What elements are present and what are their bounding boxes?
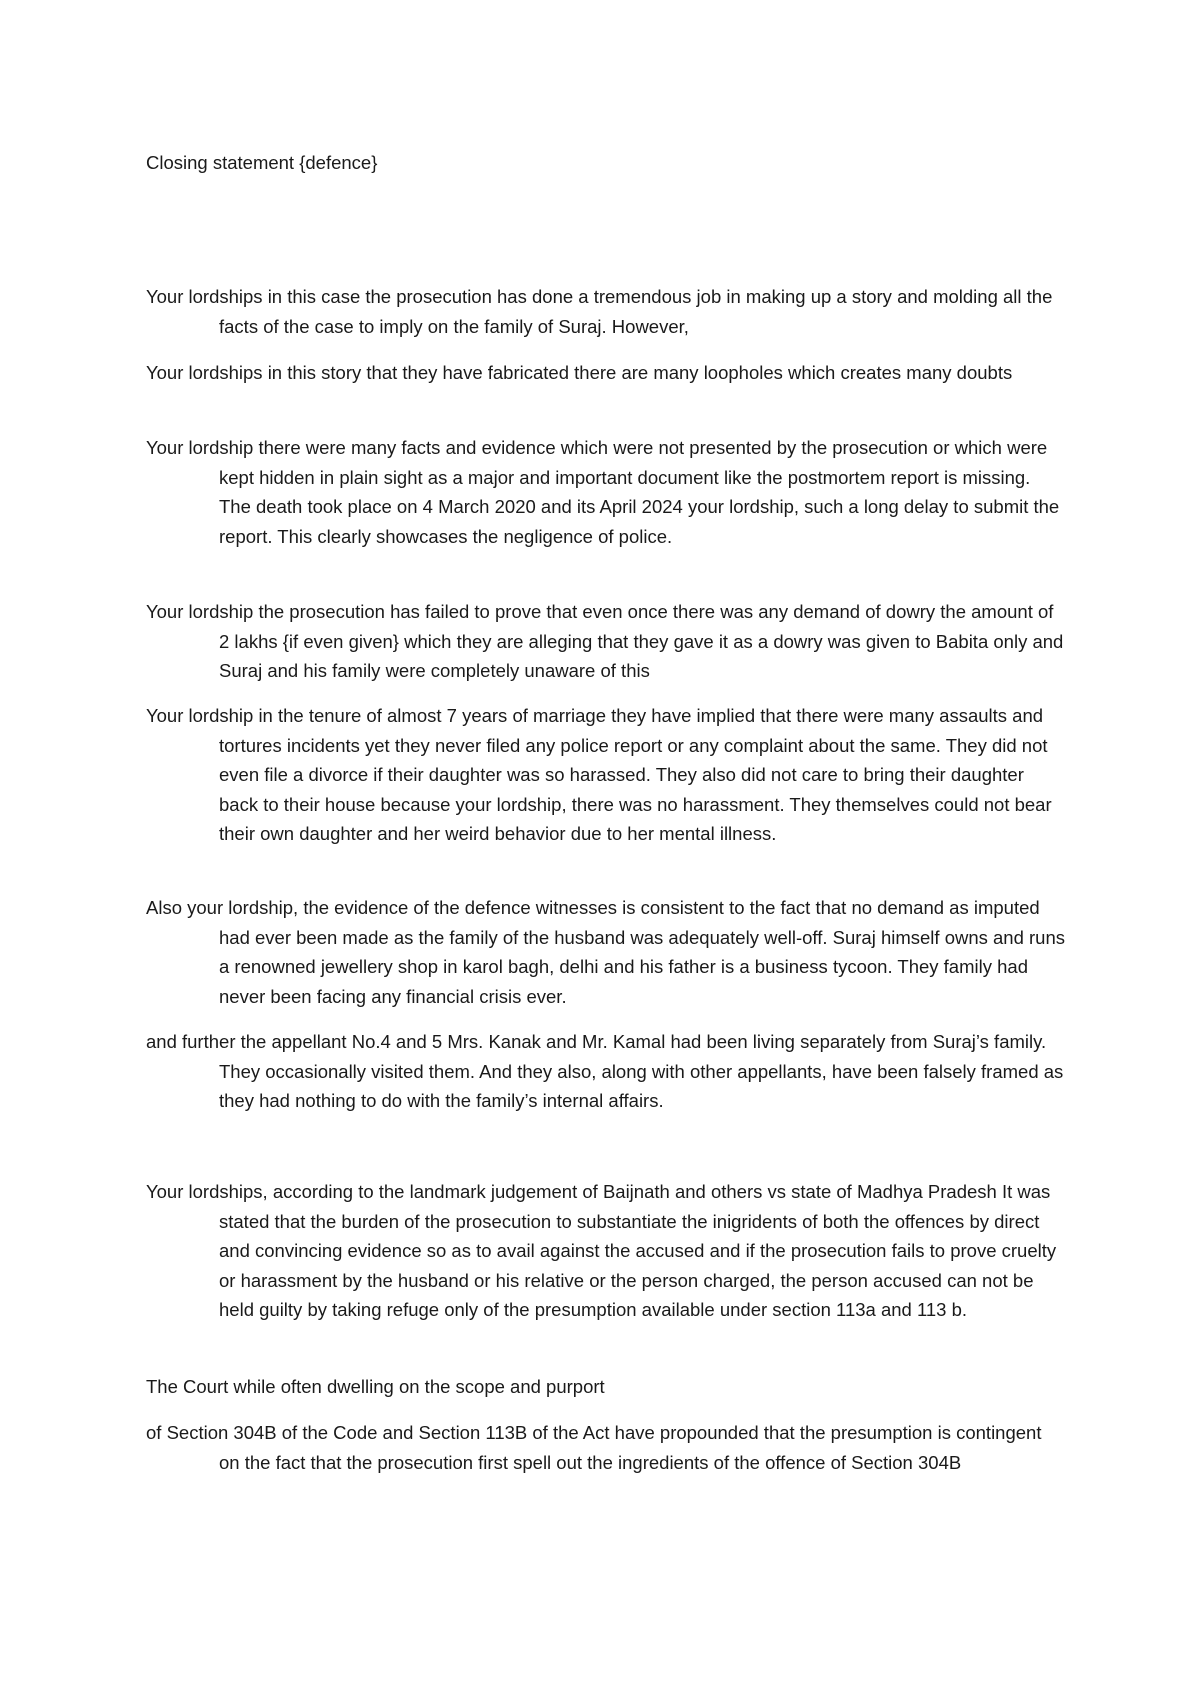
- paragraph: The Court while often dwelling on the scope and purport: [146, 1376, 605, 1397]
- paragraph: Your lordships, according to the landmark judgement of Baijnath and others vs state of Madhya Pradesh It was stated that the burden of the prosecution to substantiate the inigridents of both the offences by direct and convincing evidence so as to avail against the accused and if the prosecution fails to prove cruelty or harassment by the husband or his relative or the person charged, the person accused can not be held guilty by taking refuge only of the presumption available under section 113a and 113 b.: [146, 1181, 1057, 1320]
- paragraph: of Section 304B of the Code and Section 113B of the Act have propounded that the presumption is contingent on the fact that the prosecution first spell out the ingredients of the offence of Section 304B: [146, 1422, 1042, 1473]
- paragraph: Your lordship in the tenure of almost 7 years of marriage they have implied that there were many assaults and tortures incidents yet they never filed any police report or any complaint about the same. They did not even file a divorce if their daughter was so harassed. They also did not care to bring their daughter back to their house because your lordship, there was no harassment. They themselves could not bear their own daughter and her weird behavior due to her mental illness.: [146, 705, 1052, 844]
- paragraph: Also your lordship, the evidence of the defence witnesses is consistent to the fact that no demand as imputed had ever been made as the family of the husband was adequately well-off. Suraj himself owns and runs a renowned jewellery shop in karol bagh, delhi and his father is a business tycoon. They family had never been facing any financial crisis ever.: [146, 897, 1066, 1007]
- document-title: Closing statement {defence}: [146, 152, 378, 173]
- paragraph: Your lordship the prosecution has failed to prove that even once there was any demand of dowry the amount of 2 lakhs {if even given} which they are alleging that they gave it as a dowry was given to Babita only and Suraj and his family were completely unaware of this: [146, 601, 1064, 681]
- paragraph: Your lordships in this story that they have fabricated there are many loopholes which creates many doubts: [146, 362, 1013, 383]
- paragraph: and further the appellant No.4 and 5 Mrs. Kanak and Mr. Kamal had been living separately from Suraj’s family. They occasionally visited them. And they also, along with other appellants, have been falsely framed as they had nothing to do with the family’s internal affairs.: [146, 1031, 1064, 1111]
- paragraph: Your lordships in this case the prosecution has done a tremendous job in making up a story and molding all the facts of the case to imply on the family of Suraj. However,: [146, 286, 1053, 337]
- paragraph: Your lordship there were many facts and evidence which were not presented by the prosecution or which were kept hidden in plain sight as a major and important document like the postmortem report is missing. The death took place on 4 March 2020 and its April 2024 your lordship, such a long delay to submit the report. This clearly showcases the negligence of police.: [146, 437, 1060, 547]
